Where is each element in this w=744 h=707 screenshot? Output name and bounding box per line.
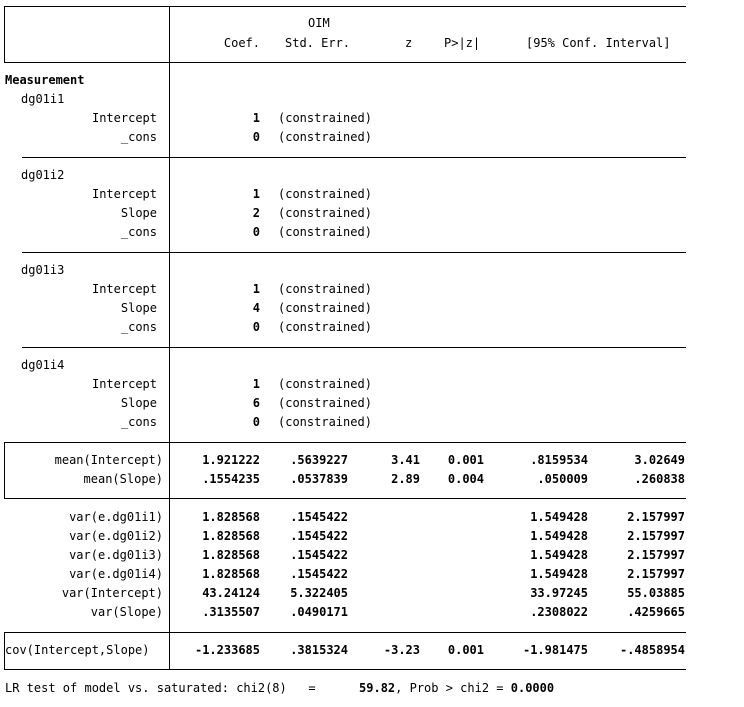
coef-value: 2 [252, 206, 260, 220]
coef-value: -1.233685 [194, 643, 260, 657]
ci-upper: .260838 [634, 472, 685, 486]
coef-value: .1554235 [202, 472, 260, 486]
section-rule [5, 632, 686, 633]
ci-upper: -.4858954 [619, 643, 685, 657]
ci-lower: -1.981475 [522, 643, 588, 657]
coef-value: 6 [252, 396, 260, 410]
coef-value: 0 [252, 225, 260, 239]
row-label: Slope [120, 301, 157, 315]
group-separator [22, 347, 686, 348]
z-value: 2.89 [391, 472, 420, 486]
coef-value: 0 [252, 130, 260, 144]
header-std-err: Std. Err. [285, 36, 351, 50]
top-rule [5, 6, 686, 7]
lr-test-line [5, 681, 554, 695]
constraint-note: (constrained) [278, 111, 372, 125]
coef-value: 0 [252, 320, 260, 334]
coef-value: 43.24124 [202, 586, 260, 600]
row-label: var(e.dg01i1) [69, 510, 163, 524]
row-label: Intercept [91, 187, 157, 201]
coef-value: 1.828568 [202, 510, 260, 524]
coef-value: 1 [252, 377, 260, 391]
group-name: dg01i1 [21, 92, 65, 106]
ci-lower: 1.549428 [530, 529, 588, 543]
ci-lower: .050009 [537, 472, 588, 486]
constraint-note: (constrained) [278, 415, 372, 429]
coef-value: .3135507 [202, 605, 260, 619]
section-rule [5, 498, 686, 499]
row-label: cov(Intercept,Slope) [5, 643, 150, 657]
se-value: .0490171 [290, 605, 348, 619]
lr-chi2-value: 59.82 [359, 681, 396, 695]
group-separator [22, 157, 686, 158]
row-label: Slope [120, 396, 157, 410]
p-value: 0.001 [447, 643, 484, 657]
bottom-rule [5, 669, 686, 670]
ci-upper: 2.157997 [627, 567, 685, 581]
se-value: .1545422 [290, 510, 348, 524]
row-label: _cons [120, 320, 157, 334]
group-separator [22, 252, 686, 253]
row-label: _cons [120, 130, 157, 144]
row-label: _cons [120, 225, 157, 239]
constraint-note: (constrained) [278, 320, 372, 334]
row-label: _cons [120, 415, 157, 429]
header-rule [5, 62, 686, 63]
header-coef: Coef. [223, 36, 260, 50]
ci-lower: 1.549428 [530, 548, 588, 562]
header-z: z [405, 36, 413, 50]
z-value: -3.23 [383, 643, 420, 657]
coef-value: 1.828568 [202, 529, 260, 543]
ci-upper: .4259665 [627, 605, 685, 619]
coef-value: 1.828568 [202, 567, 260, 581]
constraint-note: (constrained) [278, 225, 372, 239]
row-label: mean(Intercept) [54, 453, 163, 467]
row-label: Slope [120, 206, 157, 220]
row-label: mean(Slope) [83, 472, 163, 486]
constraint-note: (constrained) [278, 130, 372, 144]
z-value: 3.41 [391, 453, 420, 467]
se-value: .1545422 [290, 529, 348, 543]
coef-value: 1 [252, 111, 260, 125]
coef-value: 0 [252, 415, 260, 429]
header-p: P>|z| [444, 36, 481, 50]
group-name: dg01i4 [21, 358, 65, 372]
se-value: .5639227 [290, 453, 348, 467]
ci-upper: 55.03885 [627, 586, 685, 600]
lr-prob-value: 0.0000 [510, 681, 555, 695]
p-value: 0.001 [447, 453, 484, 467]
ci-lower: 33.97245 [530, 586, 588, 600]
constraint-note: (constrained) [278, 187, 372, 201]
group-name: dg01i3 [21, 263, 65, 277]
coef-value: 1 [252, 282, 260, 296]
se-value: .0537839 [290, 472, 348, 486]
ci-upper: 2.157997 [627, 548, 685, 562]
coef-value: 1.921222 [202, 453, 260, 467]
p-value: 0.004 [447, 472, 484, 486]
ci-lower: .2308022 [530, 605, 588, 619]
constraint-note: (constrained) [278, 301, 372, 315]
header-oim: OIM [308, 16, 330, 30]
measurement-label: Measurement [5, 73, 85, 87]
ci-lower: 1.549428 [530, 510, 588, 524]
ci-lower: 1.549428 [530, 567, 588, 581]
row-label: var(Intercept) [61, 586, 163, 600]
coef-value: 1.828568 [202, 548, 260, 562]
se-value: .1545422 [290, 567, 348, 581]
row-label: Intercept [91, 111, 157, 125]
coef-value: 1 [252, 187, 260, 201]
row-label: Intercept [91, 282, 157, 296]
left-edge [4, 442, 5, 499]
constraint-note: (constrained) [278, 206, 372, 220]
constraint-note: (constrained) [278, 377, 372, 391]
row-label: var(e.dg01i4) [69, 567, 163, 581]
ci-upper: 3.02649 [634, 453, 685, 467]
left-edge [4, 6, 5, 63]
section-rule [5, 442, 686, 443]
row-label: Intercept [91, 377, 157, 391]
row-label: var(e.dg01i2) [69, 529, 163, 543]
lr-test-mid: , Prob > chi2 = [395, 681, 511, 695]
constraint-note: (constrained) [278, 396, 372, 410]
se-value: .3815324 [290, 643, 348, 657]
ci-upper: 2.157997 [627, 510, 685, 524]
row-label: var(e.dg01i3) [69, 548, 163, 562]
se-value: .1545422 [290, 548, 348, 562]
coef-value: 4 [252, 301, 260, 315]
group-name: dg01i2 [21, 168, 65, 182]
se-value: 5.322405 [290, 586, 348, 600]
ci-upper: 2.157997 [627, 529, 685, 543]
column-divider [169, 6, 170, 670]
row-label: var(Slope) [90, 605, 163, 619]
constraint-note: (constrained) [278, 282, 372, 296]
lr-test-prefix: LR test of model vs. saturated: chi2(8) = [5, 681, 316, 695]
header-ci: [95% Conf. Interval] [526, 36, 671, 50]
ci-lower: .8159534 [530, 453, 588, 467]
